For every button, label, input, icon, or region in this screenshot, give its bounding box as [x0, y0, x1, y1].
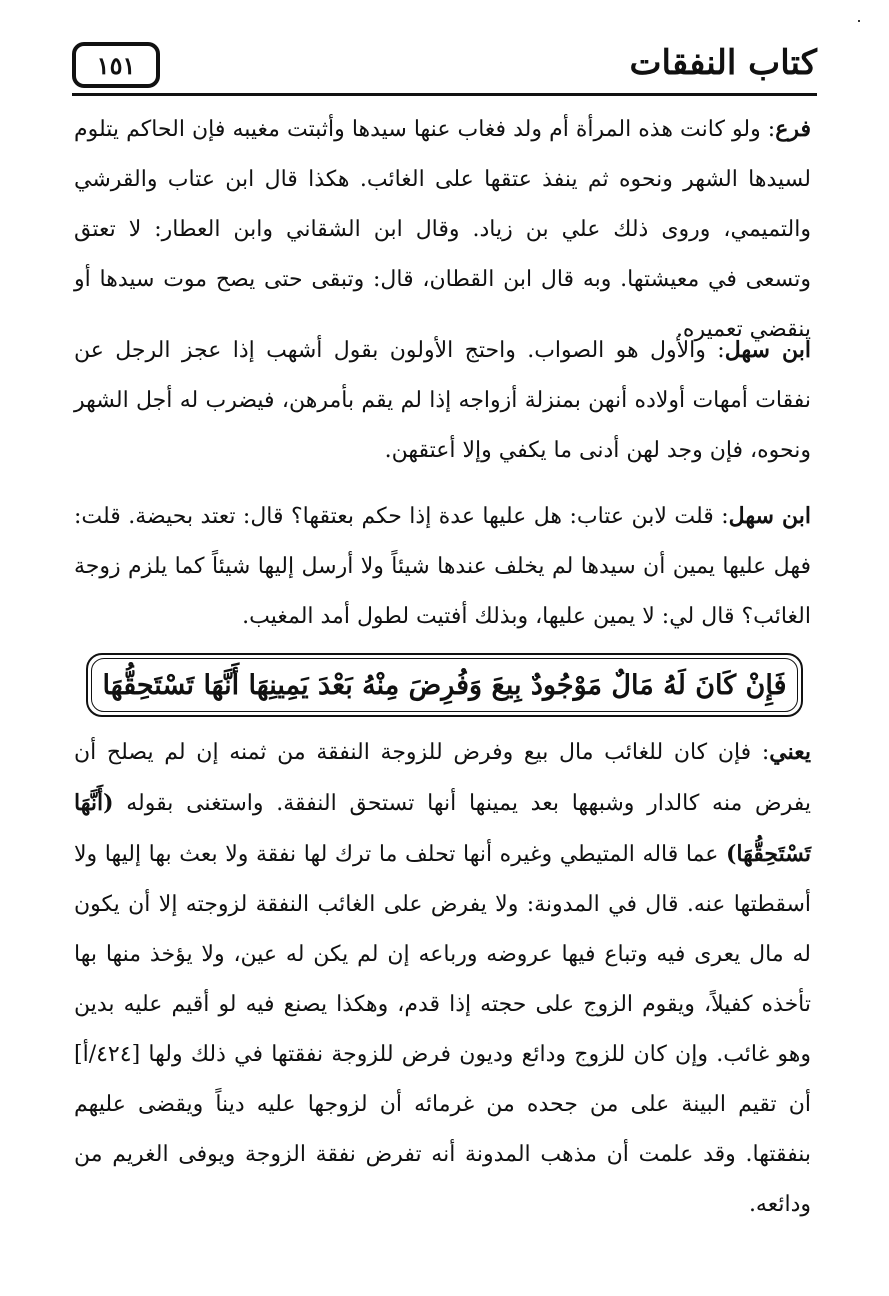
paragraph-label: ابن سهل	[724, 337, 811, 363]
verse-text: فَإِنْ كَانَ لَهُ مَالٌ مَوْجُودٌ بِيعَ وَفُرِضَ مِنْهُ بَعْدَ يَمِينِهَا أَنَّهَا تَسْتَحِقُّهَا	[102, 669, 787, 701]
page-number: ١٥١	[96, 50, 136, 80]
quoted-phrase: (أَنَّهَا تَسْتَحِقُّهَا)	[74, 790, 811, 867]
paragraph-commentary	[74, 727, 811, 1230]
paragraph-text: : ولو كانت هذه المرأة أم ولد فغاب عنها سيدها وأثبتت مغيبه فإن الحاكم يتلوم لسيدها الشهر ونحوه ثم ينفذ عتقها على الغائب. هكذا قال ابن عتاب والقرشي والتميمي، وروى ذلك علي بن زياد. وقال ابن الشقاني وابن العطار: لا تعتق وتسعى في معيشتها. وبه قال ابن القطان، قال: وتبقى حتى يصح موت سيدها أو ينقضي تعميره.	[74, 117, 811, 342]
paragraph-label: ابن سهل	[728, 503, 811, 529]
chapter-title: كتاب النفقات	[629, 43, 817, 83]
paragraph-text: : والأول هو الصواب. واحتج الأولون بقول أشهب إذا عجز الرجل عن نفقات أمهات أولاده أنهن بمنزلة أزواجه إذا لم يقم بأمرهن، فيضرب له أجل الشهر ونحوه، فإن وجد لهن أدنى ما يكفي وإلا أعتقهن.	[74, 338, 811, 463]
paragraph-ibn-sahl-1	[74, 325, 811, 476]
header-rule	[72, 93, 817, 96]
paragraph-label: يعني	[769, 739, 811, 765]
verse-box	[86, 653, 803, 717]
paragraph-text: : قلت لابن عتاب: هل عليها عدة إذا حكم بعتقها؟ قال: تعتد بحيضة. قلت: فهل عليها يمين أن سيدها لم يخلف عندها شيئاً ولا أرسل إليها شيئاً كما يلزم زوجة الغائب؟ قال لي: لا يمين عليها، وبذلك أفتيت لطول أمد المغيب.	[74, 504, 811, 629]
scan-mark	[858, 20, 860, 22]
page-number-box	[72, 42, 160, 88]
paragraph-label: فرع	[775, 116, 811, 142]
paragraph-text-continued: عما قاله المتيطي وغيره أنها تحلف ما ترك لها نفقة ولا بعث بها إليها ولا أسقطتها عنه. قال في المدونة: ولا يفرض على الغائب النفقة لزوجته إلا أن يكون له مال يعرى فيه وتباع فيها عروضه ورباعه إن لم يكن له عين، ولا يؤخذ منها بها تأخذه كفيلاً، ويقوم الزوج على حجته إذا قدم، وهكذا يصنع فيه لو أقيم عليه بدين وهو غائب. وإن كان للزوج ودائع وديون فرض للزوجة نفقتها في ذلك ولها [٤٢٤/أ] أن تقيم البينة على من جحده من غرمائه أن لزوجها عليه ديناً ويقضى عليهم بنفقتها. وقد علمت أن مذهب المدونة أنه تفرض نفقة الزوجة ويوفى الغريم من ودائعه.	[74, 842, 811, 1217]
paragraph-ibn-sahl-2	[74, 491, 811, 642]
paragraph-text: : فإن كان للغائب مال بيع وفرض للزوجة النفقة من ثمنه إن لم يصلح أن يفرض منه كالدار وشبهها بعد يمينها أنها تستحق النفقة. واستغنى بقوله	[74, 740, 811, 816]
paragraph-far	[74, 104, 811, 355]
